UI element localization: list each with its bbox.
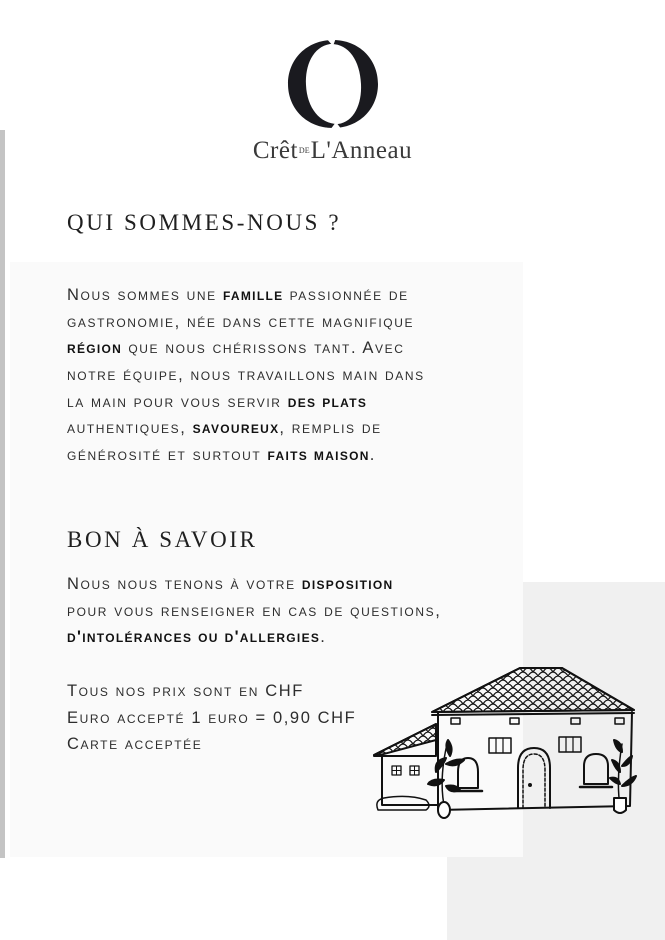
body-text: Nous sommes une [67,286,223,304]
info-paragraph [67,571,441,651]
body-text: . [320,628,327,647]
emphasis-text: disposition [301,575,394,593]
body-text: Tous nos prix sont en CHF [67,682,304,700]
text-line [67,389,425,416]
body-text: Euro accepté 1 euro = 0,90 CHF [67,708,357,727]
text-line [67,309,425,336]
emphasis-text: d'intolérances ou d'allergies [67,628,321,647]
body-text: passionnée de [283,286,409,304]
text-line [67,335,425,362]
text-line [67,731,356,758]
logo-o-icon [286,38,380,130]
emphasis-text: région [67,339,123,358]
emphasis-text: famille [222,286,284,304]
body-text: pour vous renseigner en cas de questions, [67,601,442,620]
emphasis-text: des plats [287,392,368,411]
text-line [67,442,425,469]
text-line [67,282,425,309]
page-edge [0,130,5,858]
body-text: , remplis de [279,419,382,438]
house-drawing-icon [368,660,640,820]
body-text: la main pour vous servir [67,392,288,411]
text-line [67,624,441,651]
body-text: Nous nous tenons à votre [67,575,302,593]
body-text: notre équipe, nous travaillons main dans [67,366,425,385]
text-line [67,598,441,625]
body-text: Carte acceptée [67,735,203,754]
about-paragraph [67,282,425,469]
brand-name-part1: Crêt [252,137,298,164]
text-line [67,571,441,598]
brand-wordmark [0,136,665,166]
body-text: authentiques, [67,419,193,438]
body-text: gastronomie, née dans cette magnifique [67,312,415,331]
brand-name-de: DE [298,146,310,155]
body-text: que nous chérissons tant. Avec [122,339,405,358]
text-line [67,705,356,732]
emphasis-text: savoureux [192,419,280,438]
heading-qui-sommes-nous: QUI SOMMES-NOUS ? [67,210,342,235]
emphasis-text: faits maison [267,446,370,465]
brand-name-part2: L'Anneau [310,137,413,164]
text-line [67,678,356,705]
heading-bon-a-savoir: BON À SAVOIR [67,527,258,552]
text-line [67,415,425,442]
body-text: . [369,446,376,465]
body-text: générosité et surtout [67,446,268,465]
text-line [67,362,425,389]
payment-info [67,678,356,758]
